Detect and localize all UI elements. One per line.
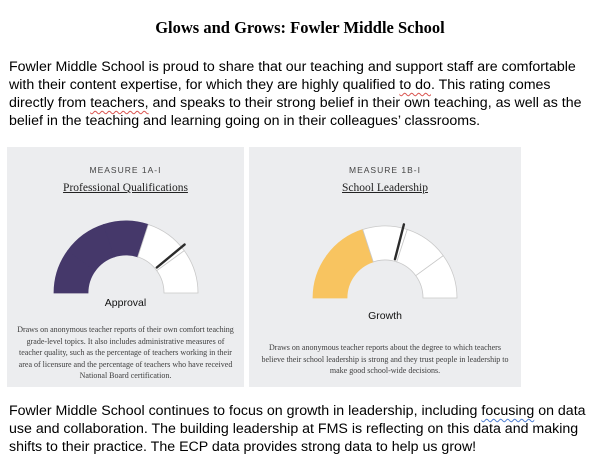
- approval-gauge: [51, 217, 201, 297]
- intro-text-3: and speaks to their strong belief in their own teaching, as well as the belief in the teaching and learning going on in their colleagues’ classrooms.: [9, 95, 582, 129]
- intro-text-1: Fowler Middle School is proud to share that our teaching and support staff are comfortable with their content expertise, for which they are highly qualified: [9, 59, 576, 93]
- measure-title: Professional Qualifications: [63, 182, 188, 194]
- closing-text-1: Fowler Middle School continues to focus on growth in leadership, including: [9, 403, 482, 419]
- grammar-flag-2[interactable]: teachers,: [90, 95, 149, 111]
- grammar-flag-3[interactable]: focusing: [481, 403, 535, 419]
- closing-paragraph: [9, 402, 593, 456]
- page-title: Glows and Grows: Fowler Middle School: [155, 18, 445, 37]
- growth-gauge: [310, 222, 460, 302]
- intro-text-2: . This rating comes directly from: [9, 77, 551, 111]
- measure-label: MEASURE 1A-I: [89, 165, 162, 175]
- measure-description: Draws on anonymous teacher reports about the degree to which teachers believe their school leadership is strong and they trust people in leadership to make good school-wide decisions.: [261, 343, 509, 375]
- measure-card-school-leadership: [249, 147, 521, 387]
- measure-label: MEASURE 1B-I: [349, 165, 421, 175]
- intro-paragraph: [9, 58, 593, 130]
- closing-text-2: on data use and collaboration. The building leadership at FMS is reflecting on this data and making shifts to their practice. The ECP data provides strong data to help us grow!: [9, 403, 586, 455]
- rating-label: Approval: [104, 297, 147, 309]
- measure-description: Draws on anonymous teacher reports of their own comfort teaching grade-level topics. It also includes administrative measures of teacher quality, such as the percentage of teachers working in their area of licensure and the percentage of teachers who have received National Board certification.: [17, 325, 234, 380]
- measure-card-professional-qualifications: [7, 147, 244, 387]
- measure-title: School Leadership: [342, 182, 428, 194]
- rating-label: Growth: [368, 310, 402, 322]
- grammar-flag-1[interactable]: to do: [399, 77, 431, 93]
